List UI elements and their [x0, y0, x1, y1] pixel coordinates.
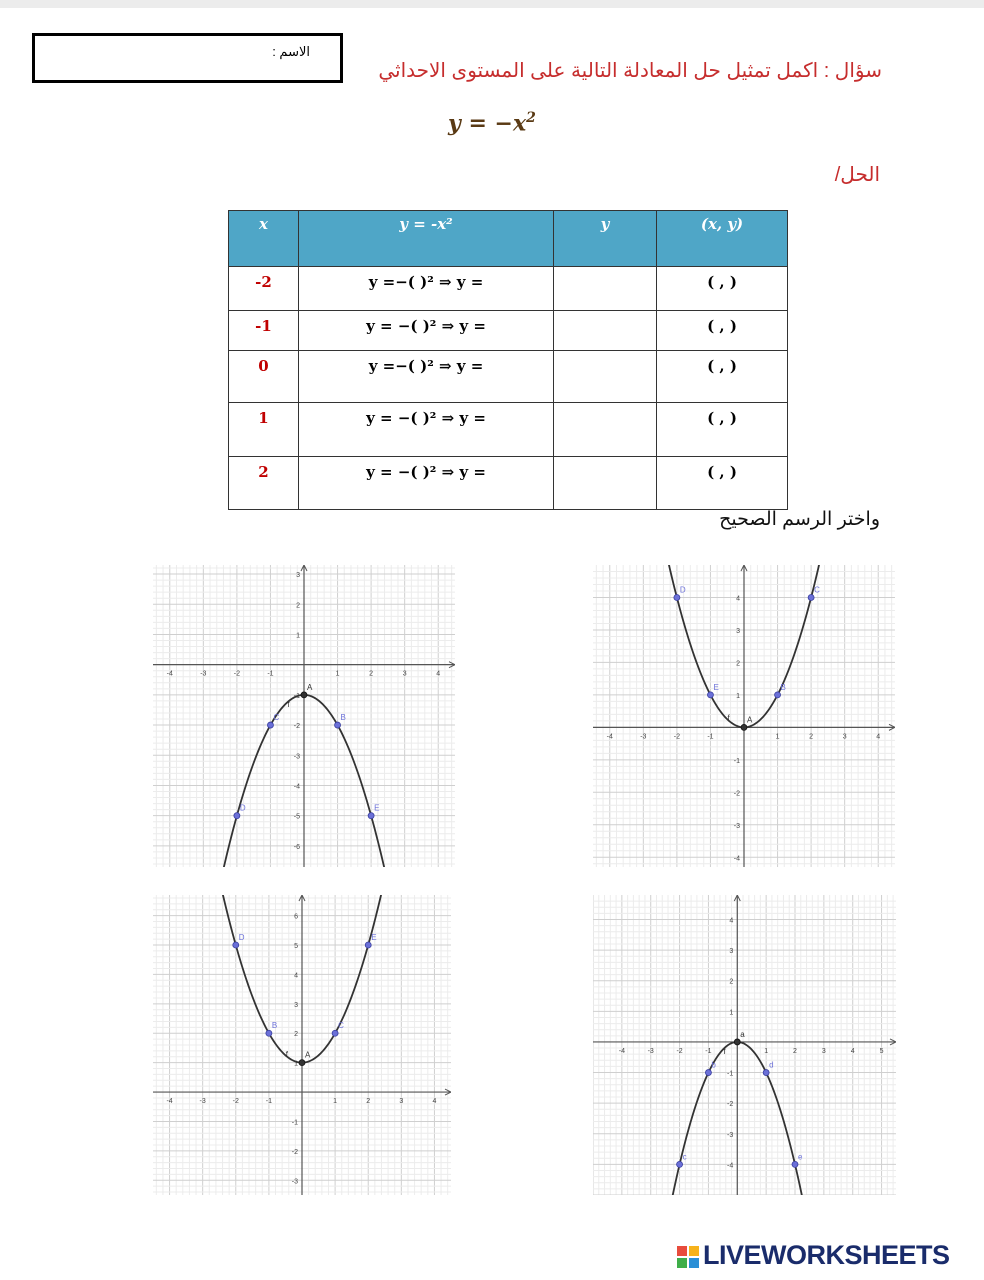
x-tick-label: -4 [166, 670, 173, 678]
x-value: 1 [229, 403, 299, 457]
x-tick-label: 1 [335, 670, 340, 678]
y-tick-label: -2 [293, 723, 300, 731]
y-tick-label: -3 [733, 822, 740, 830]
y-tick-label: 6 [294, 913, 298, 921]
graph-point [741, 724, 747, 730]
graph-point [234, 813, 240, 819]
x-tick-label: -4 [166, 1098, 173, 1106]
graph-point [332, 1030, 338, 1036]
expression-cell[interactable]: y = −( )² ⇒ y = [299, 311, 554, 351]
y-tick-label: -4 [733, 855, 740, 863]
equation [448, 110, 536, 136]
y-tick-label: 1 [736, 692, 740, 700]
graph-point [677, 1161, 683, 1167]
graph-point [368, 813, 374, 819]
y-answer-cell[interactable] [554, 351, 657, 403]
y-tick-label: 5 [294, 943, 298, 950]
point-label: B [780, 682, 786, 692]
y-tick-label: 3 [736, 627, 740, 635]
x-tick-label: -2 [233, 670, 241, 678]
point-label: D [679, 585, 686, 595]
function-label: f [287, 699, 290, 709]
solution-label: الحل/ [834, 164, 880, 186]
table-row [229, 351, 788, 403]
y-tick-label: 3 [729, 948, 734, 956]
pair-cell[interactable]: ( , ) [657, 403, 788, 457]
graph-point [267, 722, 273, 728]
graph-point [775, 692, 781, 698]
x-tick-label: 4 [850, 1047, 855, 1055]
graph-point [299, 1060, 305, 1066]
y-answer-cell[interactable] [554, 403, 657, 457]
graph-point [266, 1030, 272, 1036]
expression-cell[interactable]: y = −( )² ⇒ y = [299, 457, 554, 510]
point-label: D [239, 803, 246, 813]
x-tick-label: -2 [673, 733, 681, 741]
y-tick-label: 2 [294, 1031, 298, 1039]
x-tick-label: -3 [647, 1047, 654, 1055]
x-value: 2 [229, 457, 299, 510]
y-tick-label: -6 [293, 843, 300, 851]
x-tick-label: 4 [432, 1098, 437, 1106]
function-label: f [723, 1047, 726, 1057]
question-text: سؤال : اكمل تمثيل حل المعادلة التالية على المستوى الاحداثي [378, 60, 882, 82]
x-value: -1 [229, 311, 299, 351]
point-label: D [238, 933, 245, 942]
x-tick-label: -1 [267, 670, 274, 678]
y-tick-label: 3 [296, 572, 300, 580]
x-tick-label: -2 [676, 1047, 683, 1055]
x-tick-label: 1 [764, 1047, 769, 1055]
x-tick-label: -1 [705, 1047, 712, 1055]
table-row [229, 311, 788, 351]
choose-graph-label: واختر الرسم الصحيح [719, 509, 880, 530]
function-label: f [285, 1049, 289, 1059]
x-tick-label: 4 [436, 670, 441, 678]
x-tick-label: 3 [402, 670, 407, 678]
graph-point [763, 1070, 769, 1076]
y-tick-label: -3 [727, 1131, 734, 1139]
name-label: الاسم : [272, 44, 310, 59]
point-label: A [747, 715, 753, 725]
y-tick-label: -1 [293, 692, 300, 700]
x-tick-label: 1 [775, 733, 780, 741]
table-row [229, 457, 788, 510]
point-label: C [338, 1021, 344, 1031]
brand-name: LIVEWORKSHEETS [703, 1240, 950, 1270]
point-label: A [305, 1050, 311, 1060]
x-tick-label: 3 [821, 1047, 826, 1055]
y-tick-label: -1 [733, 757, 740, 765]
y-tick-label: 2 [729, 978, 734, 986]
x-tick-label: -1 [707, 733, 714, 741]
values-table [228, 210, 788, 510]
point-label: E [374, 803, 380, 813]
point-label: e [798, 1152, 803, 1162]
x-tick-label: -4 [606, 733, 613, 741]
y-tick-label: 2 [296, 602, 300, 610]
graph-point [674, 594, 680, 600]
pair-cell[interactable]: ( , ) [657, 457, 788, 510]
expression-cell[interactable]: y = −( )² ⇒ y = [299, 403, 554, 457]
header-expression: y = -x² [299, 211, 554, 267]
point-label: C [814, 585, 820, 595]
y-answer-cell[interactable] [554, 457, 657, 510]
y-answer-cell[interactable] [554, 311, 657, 351]
y-tick-label: 1 [729, 1009, 734, 1017]
point-label: b [711, 1060, 716, 1070]
graph-point [335, 722, 341, 728]
y-tick-label: -2 [727, 1101, 734, 1109]
y-tick-label: 1 [294, 1060, 298, 1068]
y-answer-cell[interactable] [554, 267, 657, 311]
y-tick-label: -2 [291, 1148, 298, 1156]
header-x: x [229, 211, 299, 267]
point-label: d [769, 1060, 774, 1070]
x-tick-label: 1 [333, 1098, 338, 1106]
x-value: 0 [229, 351, 299, 403]
x-value: -2 [229, 267, 299, 311]
header-pair: (x, y) [657, 211, 788, 267]
point-label: B [271, 1021, 278, 1031]
table-row [229, 403, 788, 457]
x-tick-label: -4 [618, 1047, 625, 1055]
y-tick-label: 4 [736, 595, 740, 603]
expression-cell[interactable]: y =−( )² ⇒ y = [299, 267, 554, 311]
equation-main: y = −x [448, 110, 527, 137]
point-label: a [740, 1029, 745, 1039]
point-label: A [307, 682, 313, 692]
expression-cell[interactable]: y =−( )² ⇒ y = [299, 351, 554, 403]
y-tick-label: -1 [727, 1070, 734, 1078]
pair-cell[interactable]: ( , ) [657, 267, 788, 311]
point-label: c [682, 1152, 687, 1162]
parabola-curve [593, 1042, 896, 1195]
name-box[interactable] [32, 33, 343, 83]
y-tick-label: -5 [293, 813, 300, 821]
x-tick-label: 2 [809, 733, 814, 741]
x-tick-label: 2 [793, 1047, 797, 1055]
y-tick-label: 4 [729, 917, 734, 925]
x-tick-label: 4 [876, 733, 881, 741]
graph-option-1[interactable] [153, 565, 455, 867]
y-tick-label: -1 [291, 1119, 298, 1127]
x-tick-label: -3 [640, 733, 647, 741]
point-label: B [340, 713, 346, 723]
y-tick-label: 3 [294, 1001, 298, 1009]
x-tick-label: 3 [842, 733, 847, 741]
graph-option-4[interactable] [593, 895, 896, 1195]
graph-point [808, 594, 814, 600]
x-tick-label: -3 [200, 670, 207, 678]
graph-point [301, 692, 307, 698]
graph-point [705, 1070, 711, 1076]
y-tick-label: 1 [296, 632, 300, 640]
pair-cell[interactable]: ( , ) [657, 311, 788, 351]
y-tick-label: -3 [293, 753, 300, 761]
graph-point [233, 942, 239, 948]
y-tick-label: -3 [291, 1178, 298, 1186]
y-tick-label: 4 [294, 972, 298, 980]
graph-point [792, 1161, 798, 1167]
graph-point [734, 1039, 740, 1045]
y-tick-label: 2 [736, 660, 740, 668]
table-row [229, 267, 788, 311]
x-tick-label: -3 [199, 1098, 206, 1106]
table-header-row [229, 211, 788, 267]
point-label: E [371, 933, 377, 942]
logo-icon [677, 1246, 699, 1268]
point-label: E [713, 682, 719, 692]
x-tick-label: 2 [366, 1098, 371, 1106]
y-tick-label: -4 [727, 1162, 734, 1170]
y-tick-label: -4 [293, 783, 300, 791]
header-y: y [554, 211, 657, 267]
top-band [0, 0, 984, 8]
x-tick-label: 3 [399, 1098, 404, 1106]
graph-point [365, 942, 371, 948]
graph-point [707, 692, 713, 698]
point-label: C [273, 713, 280, 723]
x-tick-label: 5 [879, 1047, 884, 1055]
x-tick-label: -2 [232, 1098, 239, 1106]
pair-cell[interactable]: ( , ) [657, 351, 788, 403]
function-label: f [727, 713, 730, 723]
graph-option-3[interactable] [153, 895, 451, 1195]
graph-option-2[interactable] [593, 565, 895, 867]
x-tick-label: 2 [369, 670, 374, 678]
liveworksheets-logo [677, 1238, 977, 1276]
x-tick-label: -1 [265, 1098, 273, 1106]
y-tick-label: -2 [733, 790, 740, 798]
equation-exponent: 2 [526, 110, 536, 126]
